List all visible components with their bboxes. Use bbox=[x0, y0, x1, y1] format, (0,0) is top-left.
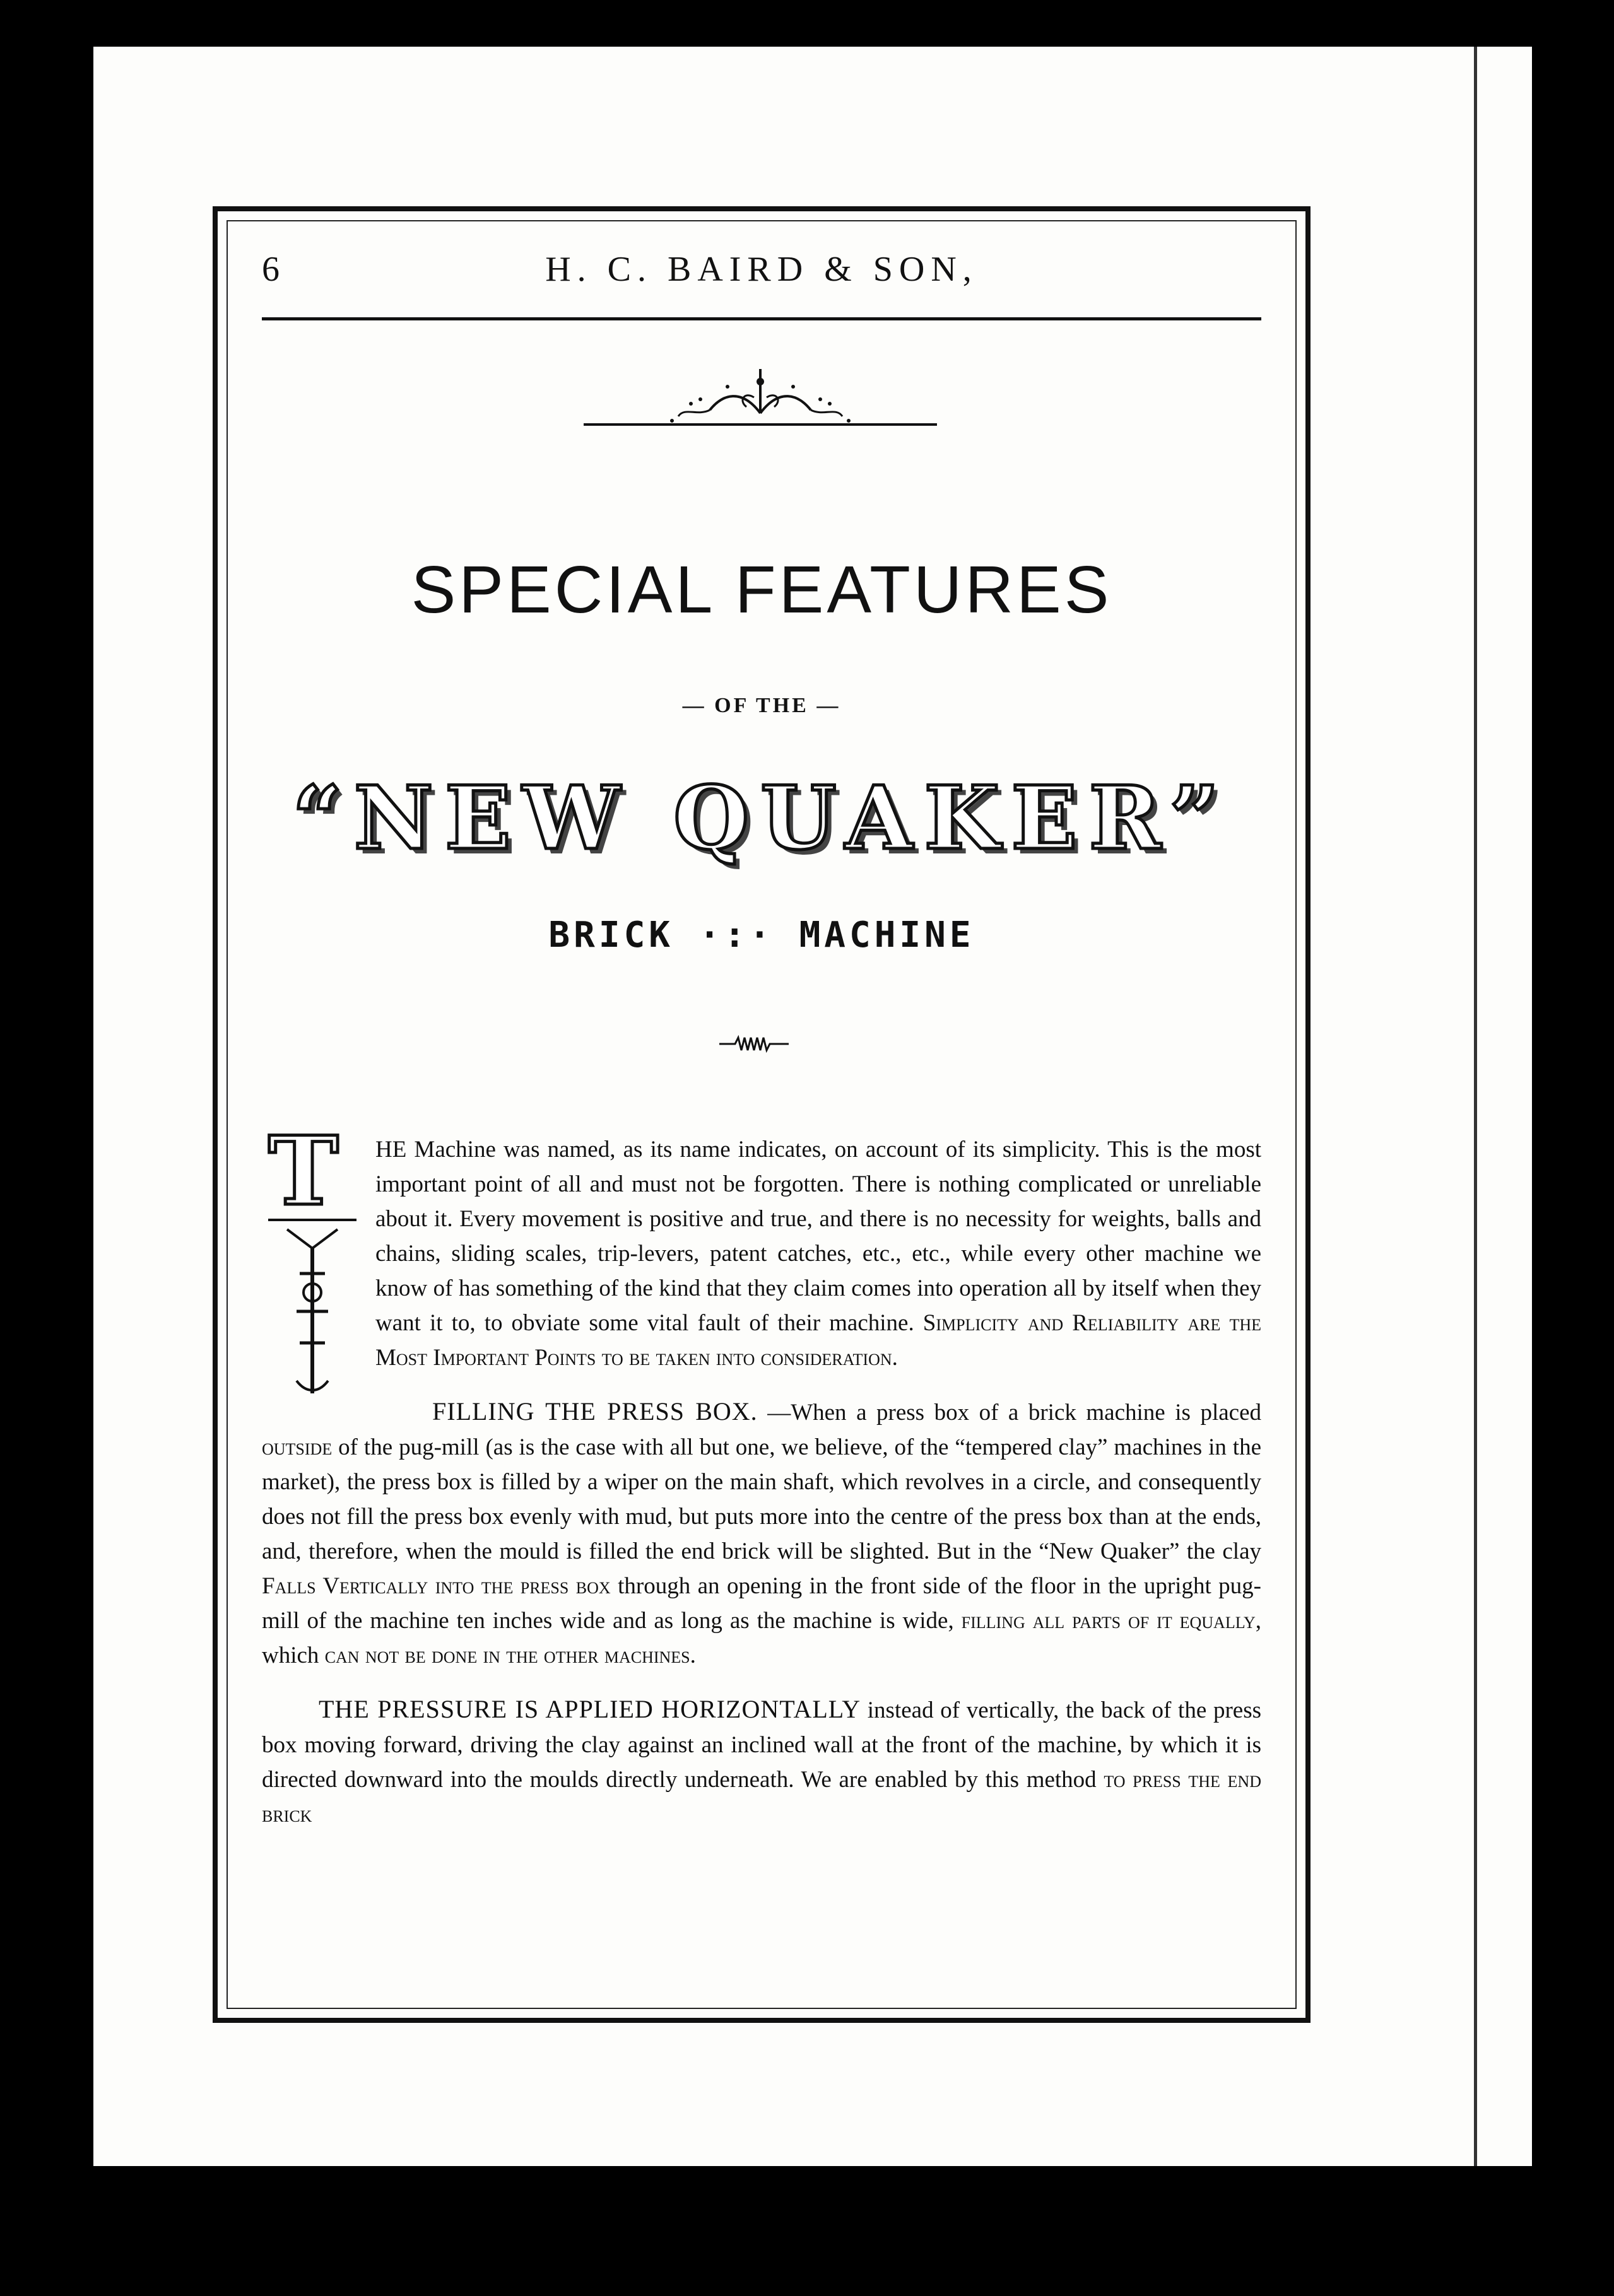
press-box-emphasis-2: Falls Vertically into the press box bbox=[262, 1573, 611, 1599]
machine-subtitle: BRICK ·:· MACHINE bbox=[548, 915, 975, 956]
body-text bbox=[262, 1128, 1262, 1851]
paragraph-pressure bbox=[262, 1692, 1261, 1832]
product-name: “NEW QUAKER” bbox=[292, 766, 1231, 869]
press-box-text-4: which bbox=[262, 1643, 319, 1668]
press-box-emphasis-3: filling all parts of it equally, bbox=[961, 1608, 1262, 1634]
press-box-text-1: —When a press box of a brick machine is placed bbox=[767, 1400, 1261, 1426]
press-box-heading: FILLING THE PRESS BOX. bbox=[432, 1397, 758, 1426]
running-head bbox=[262, 249, 1261, 306]
paragraph-press-box bbox=[262, 1394, 1261, 1673]
page-frame bbox=[213, 206, 1311, 2023]
press-box-text-3: through an opening in the front side of the floor in the upright pug-mill of the machine ten inches wide and as long as the machine is wide, bbox=[262, 1573, 1261, 1634]
pressure-emphasis-1: to press the end brick bbox=[262, 1767, 1261, 1827]
pressure-heading: THE PRESSURE IS APPLIED HORIZONTALLY bbox=[319, 1695, 861, 1723]
next-page-edge bbox=[1474, 47, 1528, 2166]
header-rule bbox=[262, 317, 1261, 320]
pressure-text-1: instead of vertically, the back of the press box moving forward, driving the clay against an inclined wall at the front of the machine, by which it is directed downward into the moulds directly underneath. We are enabled by this method bbox=[262, 1697, 1261, 1793]
publisher-heading: H. C. BAIRD & SON, bbox=[545, 250, 978, 289]
squiggle-divider-icon bbox=[719, 1034, 789, 1053]
press-box-text-2: of the pug-mill (as is the case with all but one, we believe, of the “tempered clay” machines in the market), the press box is filled by a wiper on the main shaft, which revolves in a circle, and consequently does not fill the press box evenly with mud, but puts more into the centre of the press box than at the ends, and, therefore, when the mould is filled the end brick will be slighted. But in the “New Quaker” the clay bbox=[262, 1434, 1262, 1564]
press-box-emphasis-1: outside bbox=[262, 1434, 333, 1460]
page-number: 6 bbox=[262, 250, 280, 289]
paragraph-simplicity bbox=[262, 1128, 1261, 1375]
main-title: SPECIAL FEATURES bbox=[411, 553, 1112, 627]
dropcap-letter: T bbox=[268, 1128, 339, 1227]
fleuron-ornament-icon bbox=[584, 369, 937, 432]
of-the-subtitle: — OF THE — bbox=[682, 694, 841, 717]
dropcap-t-icon bbox=[262, 1128, 363, 1400]
paragraph-simplicity-text: HE Machine was named, as its name indicates, on account of its simplicity. This is the most important point of all and must not be forgotten. There is nothing complicated or unreliable about it. Every movement is positive and true, and there is no necessity for weights, balls and chains, sliding scales, trip-levers, patent catches, etc., etc., while every other machine we know of has something of the kind that they claim comes into operation all by itself when they want it to, to obviate some vital fault of their machine. bbox=[375, 1137, 1261, 1336]
press-box-emphasis-4: can not be done in the other machines. bbox=[324, 1643, 696, 1668]
simplicity-emphasis: Simplicity and Reliability are the Most Important Points to be taken into consideration. bbox=[375, 1310, 1261, 1371]
